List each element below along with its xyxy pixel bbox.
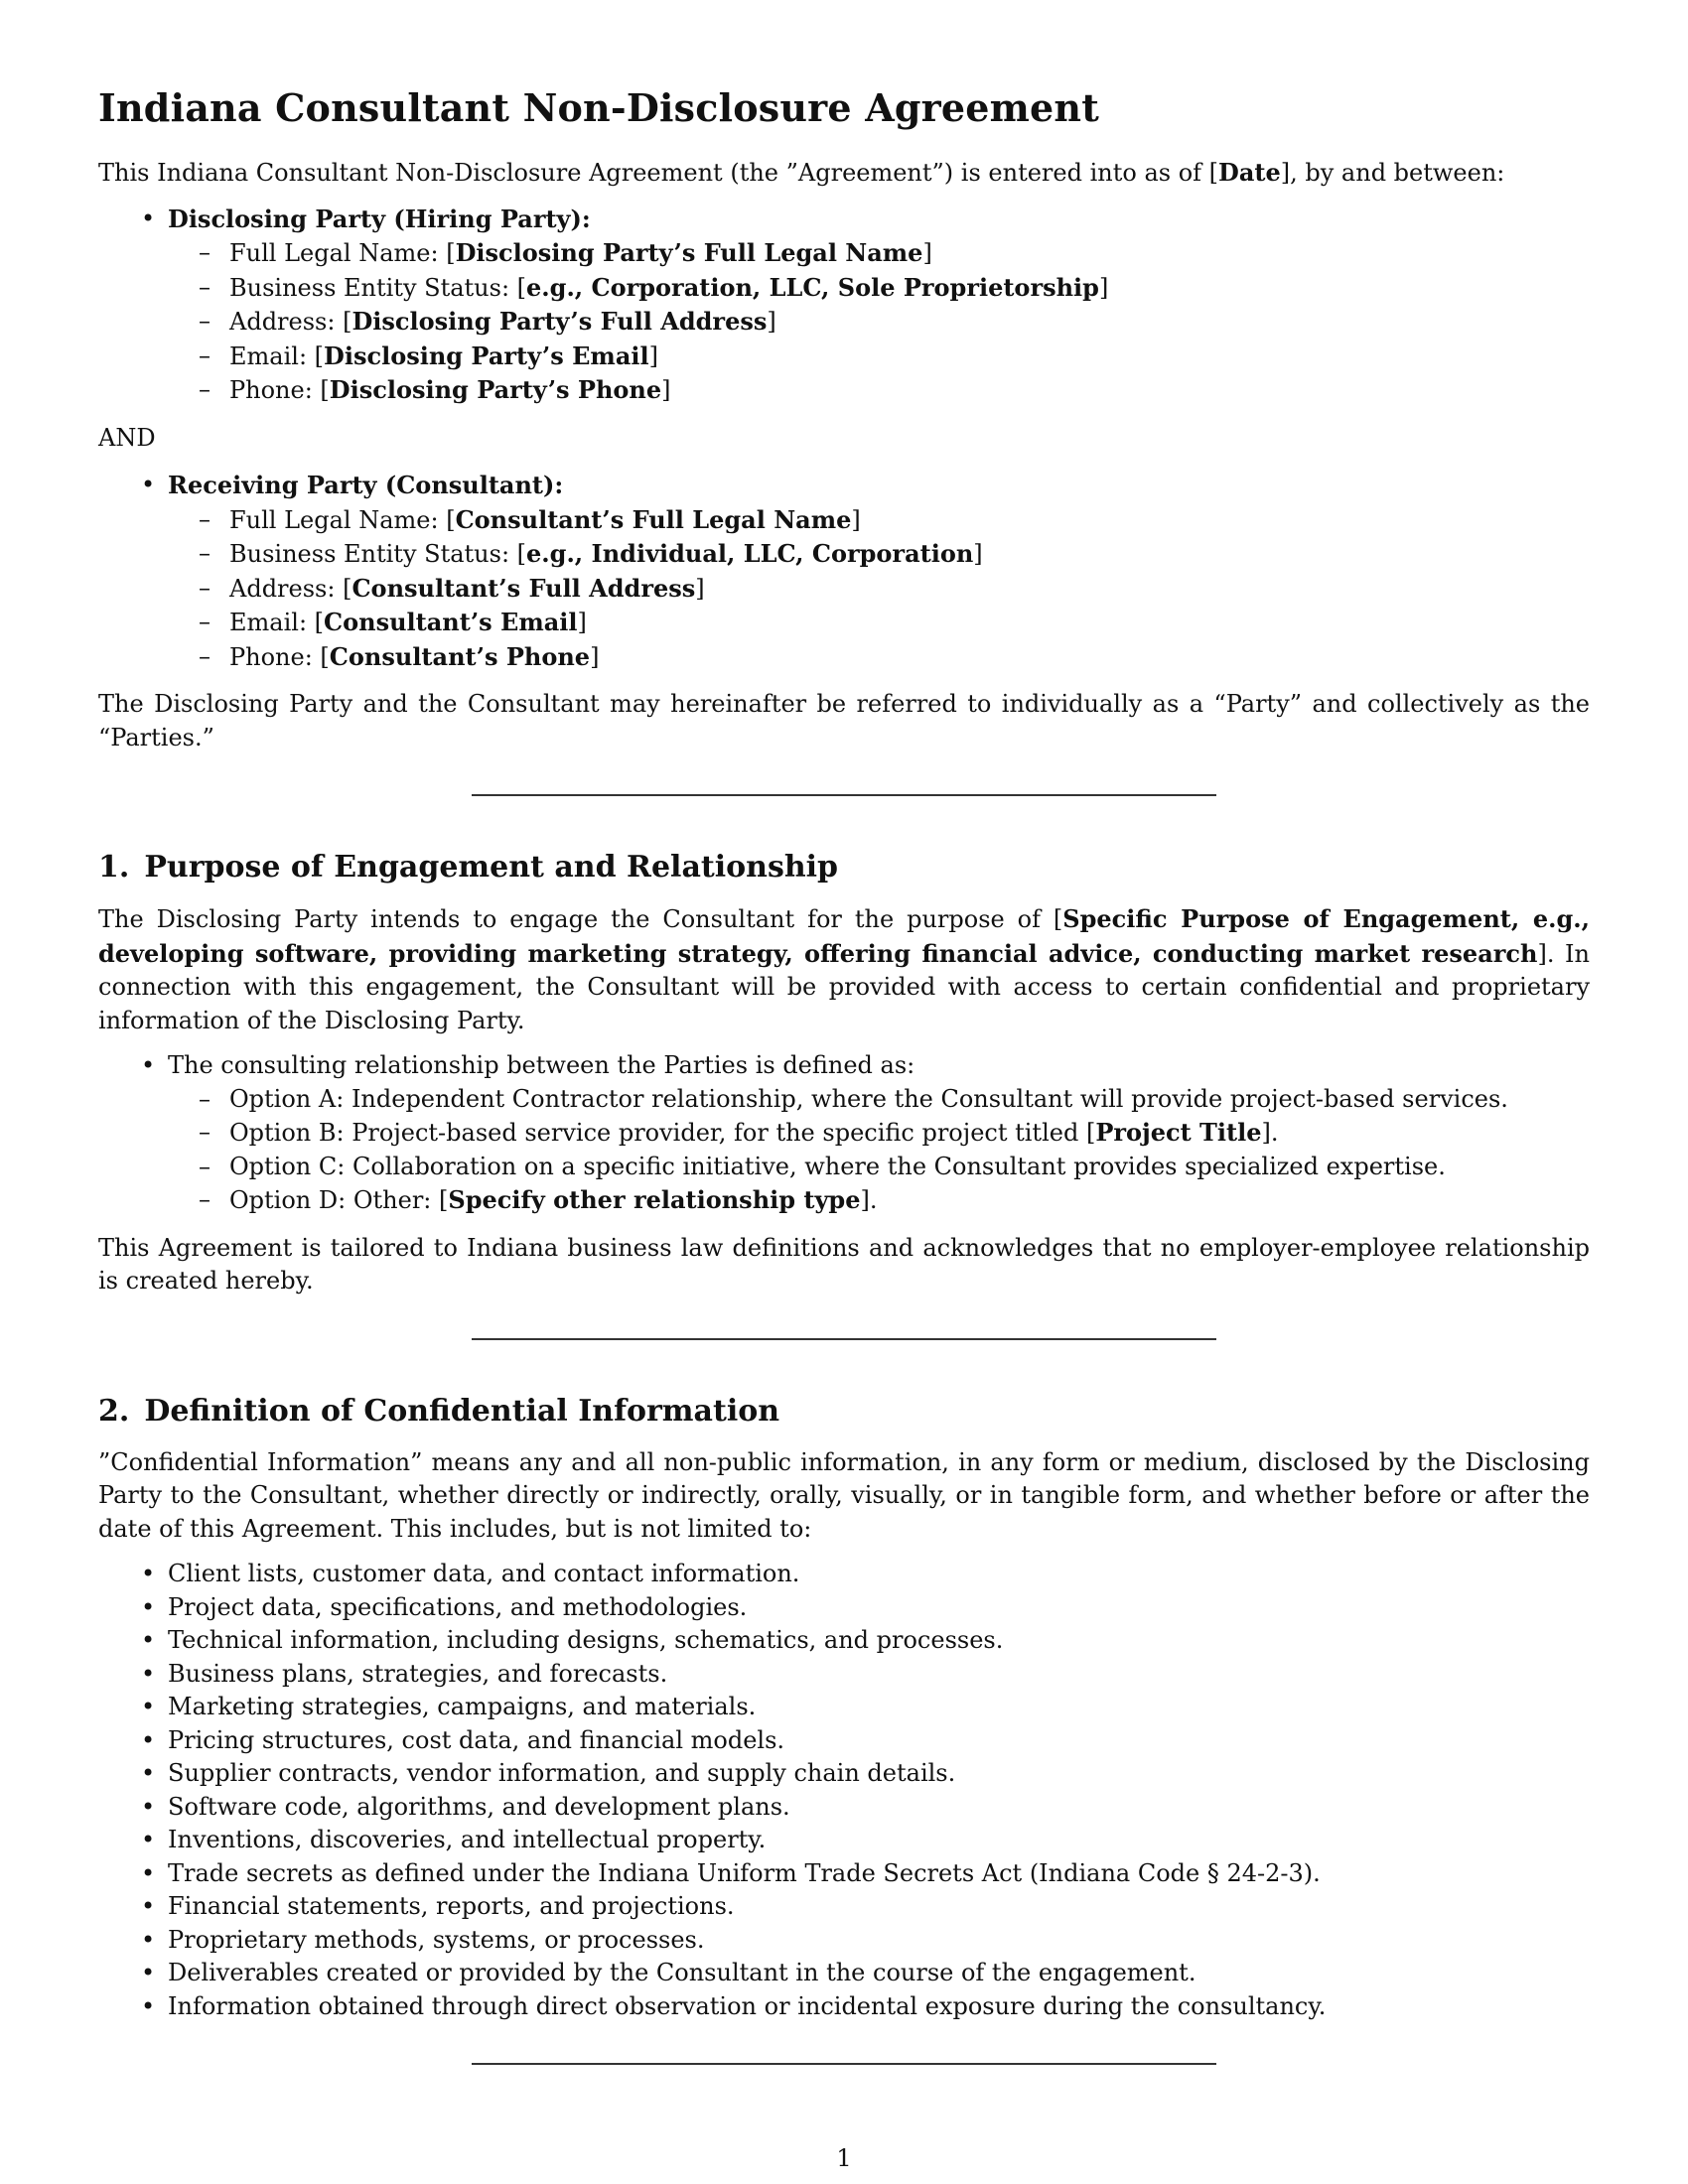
receiving-field-address xyxy=(229,572,1590,607)
field-placeholder: Disclosing Party’s Email xyxy=(324,341,649,370)
relationship-options xyxy=(168,1083,1590,1218)
option-b xyxy=(229,1116,1590,1151)
list-item: • Technical information, including designs, schematics, and processes. xyxy=(168,1624,1590,1658)
disclosing-party-fields xyxy=(168,236,1590,408)
list-item: • Information obtained through direct observation or incidental exposure during the consultancy. xyxy=(168,1990,1590,2024)
list-item: • Deliverables created or provided by the Consultant in the course of the engagement. xyxy=(168,1957,1590,1990)
disclosing-field-entity xyxy=(229,271,1590,306)
list-item: • Pricing structures, cost data, and financial models. xyxy=(168,1724,1590,1758)
relationship-intro: The consulting relationship between the Parties is defined as: xyxy=(168,1051,915,1079)
intro-paragraph xyxy=(98,156,1590,191)
date-placeholder: Date xyxy=(1218,158,1281,187)
and-separator: AND xyxy=(98,423,156,452)
list-item: • Financial statements, reports, and projections. xyxy=(168,1890,1590,1924)
section-2-heading: 2. Definition of Confidential Information xyxy=(98,1393,780,1429)
receiving-field-phone xyxy=(229,640,1590,675)
section-divider xyxy=(472,1338,1216,1340)
confidential-info-list xyxy=(98,1558,1590,2023)
intro-text-post: ], by and between: xyxy=(1280,159,1505,187)
receiving-party-fields xyxy=(168,503,1590,675)
field-bracket: ] xyxy=(973,540,983,568)
receiving-field-entity xyxy=(229,537,1590,572)
field-bracket: ] xyxy=(577,609,587,636)
parties-definition: The Disclosing Party and the Consultant may hereinafter be referred to individually as a “Party” and collectively as the “Parties.” xyxy=(98,690,1590,751)
disclosing-field-email xyxy=(229,340,1590,374)
list-item: • Trade secrets as defined under the Indiana Uniform Trade Secrets Act (Indiana Code § 24-2-3). xyxy=(168,1857,1590,1891)
section-1-purpose xyxy=(98,902,1590,1037)
list-item: • Proprietary methods, systems, or processes. xyxy=(168,1924,1590,1958)
option-b-end: ]. xyxy=(1261,1119,1279,1147)
field-placeholder: Disclosing Party’s Full Legal Name xyxy=(455,238,923,267)
list-item: • Client lists, customer data, and contact information. xyxy=(168,1558,1590,1591)
option-d xyxy=(229,1183,1590,1218)
section-1-closing: This Agreement is tailored to Indiana business law definitions and acknowledges that no employer-employee relationship is created hereby. xyxy=(98,1233,1590,1295)
purpose-placeholder: Specific Purpose of Engagement, e.g., developing software, providing marketing strategy, offering financial advice, conducting market research xyxy=(98,904,1590,968)
list-item: • Supplier contracts, vendor information, and supply chain details. xyxy=(168,1757,1590,1791)
list-item: • Inventions, discoveries, and intellectual property. xyxy=(168,1824,1590,1857)
list-item: • Marketing strategies, campaigns, and materials. xyxy=(168,1691,1590,1724)
section-divider xyxy=(472,794,1216,796)
field-bracket: ] xyxy=(1098,273,1109,302)
field-placeholder: Consultant’s Full Address xyxy=(352,573,696,603)
receiving-party-list xyxy=(98,469,1590,674)
disclosing-field-address xyxy=(229,305,1590,340)
field-bracket: ] xyxy=(695,574,705,603)
field-bracket: ] xyxy=(661,376,671,404)
list-item: • Project data, specifications, and methodologies. xyxy=(168,1591,1590,1625)
field-placeholder: Consultant’s Phone xyxy=(329,641,591,671)
project-title-placeholder: Project Title xyxy=(1095,1118,1262,1147)
relationship-item xyxy=(168,1049,1590,1218)
list-item: • Business plans, strategies, and forecasts. xyxy=(168,1658,1590,1692)
purpose-text-pre: The Disclosing Party intends to engage the Consultant for the purpose of [ xyxy=(98,905,1063,933)
relationship-list xyxy=(98,1049,1590,1218)
receiving-field-name xyxy=(229,503,1590,538)
section-1-heading: 1. Purpose of Engagement and Relationship xyxy=(98,850,839,885)
option-b-text: Option B: Project-based service provider, for the specific project titled [ xyxy=(229,1119,1096,1147)
disclosing-field-name xyxy=(229,236,1590,271)
disclosing-party-item xyxy=(168,203,1590,408)
relationship-type-placeholder: Specify other relationship type xyxy=(448,1185,861,1214)
disclosing-party-list xyxy=(98,203,1590,408)
field-label: Business Entity Status: [ xyxy=(229,540,527,568)
field-placeholder: Disclosing Party’s Full Address xyxy=(352,307,768,336)
field-label: Full Legal Name: [ xyxy=(229,505,456,534)
field-label: Address: [ xyxy=(229,308,352,336)
section-2-intro: ”Confidential Information” means any and all non-public information, in any form or medium, disclosed by the Disclosing Party to the Consultant, whether directly or indirectly, orally, visually, or in tangible form, and whether before or after the date of this Agreement. This includes, but is not limited to: xyxy=(98,1447,1590,1543)
field-label: Email: [ xyxy=(229,341,325,370)
receiving-party-heading: Receiving Party (Consultant): xyxy=(168,471,564,499)
field-bracket: ] xyxy=(851,505,861,534)
receiving-party-item xyxy=(168,469,1590,674)
field-label: Email: [ xyxy=(229,609,325,636)
option-a: – Option A: Independent Contractor relationship, where the Consultant will provide project-based services. xyxy=(229,1083,1590,1117)
document-title: Indiana Consultant Non-Disclosure Agreement xyxy=(98,85,1099,130)
field-placeholder: Consultant’s Full Legal Name xyxy=(455,504,852,534)
section-divider xyxy=(472,2063,1216,2065)
purpose-text-post: ]. In connection with this engagement, the Consultant will be provided with access to certain confidential and proprietary information of the Disclosing Party. xyxy=(98,939,1590,1034)
option-c: – Option C: Collaboration on a specific initiative, where the Consultant provides specialized expertise. xyxy=(229,1151,1590,1184)
field-bracket: ] xyxy=(590,642,600,671)
field-label: Business Entity Status: [ xyxy=(229,273,527,302)
field-label: Full Legal Name: [ xyxy=(229,239,456,267)
option-d-text: Option D: Other: [ xyxy=(229,1186,449,1214)
field-placeholder: e.g., Corporation, LLC, Sole Proprietorship xyxy=(526,272,1099,302)
field-bracket: ] xyxy=(767,308,776,336)
list-item: • Software code, algorithms, and development plans. xyxy=(168,1791,1590,1825)
receiving-field-email xyxy=(229,606,1590,640)
field-placeholder: Consultant’s Email xyxy=(324,608,578,636)
field-bracket: ] xyxy=(648,341,658,370)
option-d-end: ]. xyxy=(860,1186,878,1214)
intro-text-pre: This Indiana Consultant Non-Disclosure Agreement (the ”Agreement”) is entered into as of [ xyxy=(98,159,1219,187)
field-label: Address: [ xyxy=(229,574,352,603)
disclosing-party-heading: Disclosing Party (Hiring Party): xyxy=(168,204,591,233)
field-label: Phone: [ xyxy=(229,642,330,671)
disclosing-field-phone xyxy=(229,373,1590,408)
field-bracket: ] xyxy=(922,239,932,267)
page-number: 1 xyxy=(836,2144,852,2172)
field-label: Phone: [ xyxy=(229,376,330,404)
field-placeholder: e.g., Individual, LLC, Corporation xyxy=(526,539,974,568)
field-placeholder: Disclosing Party’s Phone xyxy=(329,375,662,404)
